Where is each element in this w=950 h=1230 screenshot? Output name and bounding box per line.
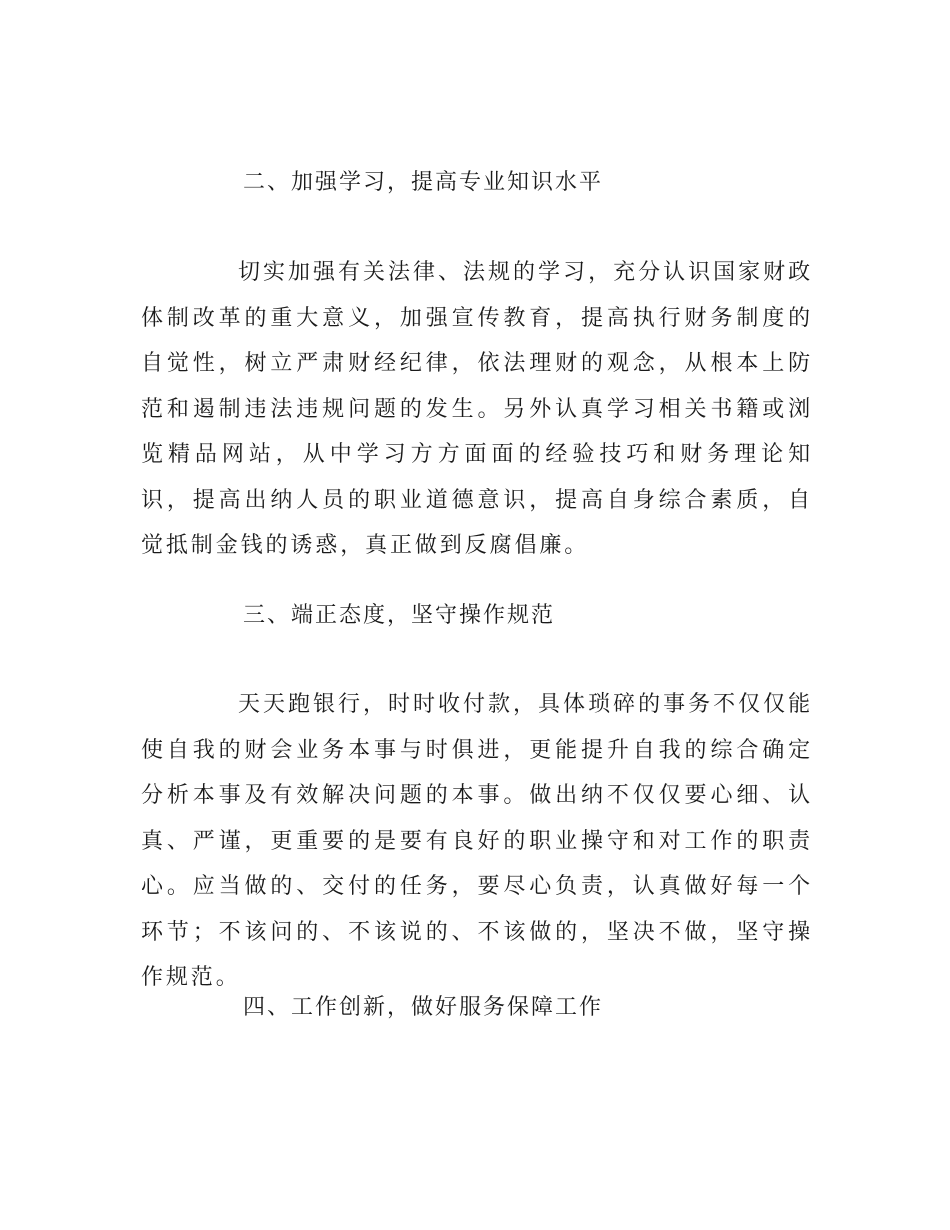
section-heading-3: 三、端正态度，坚守操作规范	[243, 603, 556, 628]
section-heading-2: 二、加强学习，提高专业知识水平	[243, 170, 604, 195]
section-heading-4: 四、工作创新，做好服务保障工作	[243, 995, 604, 1020]
section-paragraph-3: 天天跑银行，时时收付款，具体琐碎的事务不仅仅能使自我的财会业务本事与时俱进，更能提升自我的综合确定分析本事及有效解决问题的本事。做出纳不仅仅要心细、认真、严谨，更重要的是要有良好的职业操守和对工作的职责心。应当做的、交付的任务，要尽心负责，认真做好每一个环节；不该问的、不该说的、不该做的，坚决不做，坚守操作规范。	[141, 692, 813, 990]
section-paragraph-2: 切实加强有关法律、法规的学习，充分认识国家财政体制改革的重大意义，加强宣传教育，提高执行财务制度的自觉性，树立严肃财经纪律，依法理财的观念，从根本上防范和遏制违法违规问题的发生。另外认真学习相关书籍或浏览精品网站，从中学习方方面面的经验技巧和财务理论知识，提高出纳人员的职业道德意识，提高自身综合素质，自觉抵制金钱的诱惑，真正做到反腐倡廉。	[141, 260, 813, 558]
